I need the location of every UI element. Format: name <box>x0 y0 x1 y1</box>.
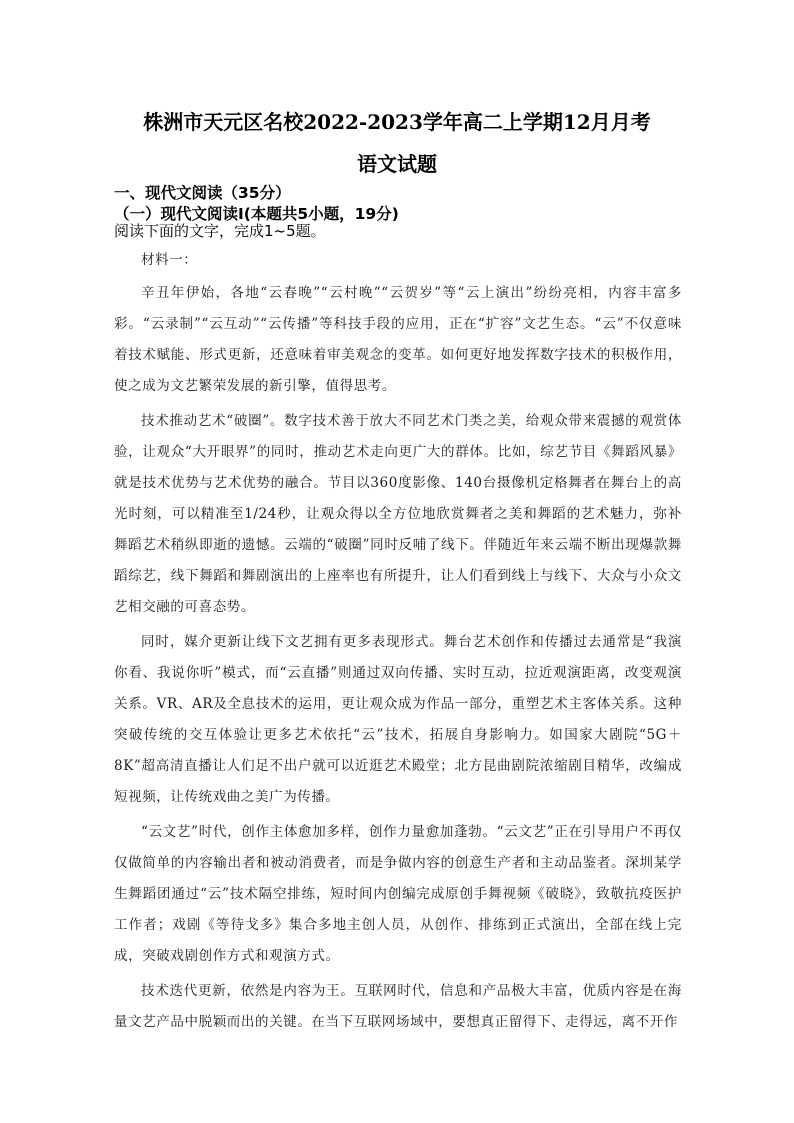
paragraph-5: 技术迭代更新，依然是内容为王。互联网时代，信息和产品极大丰富，优质内容是在海量文艺产品中脱颖而出的关键。在当下互联网场域中，要想真正留得下、走得远，离不开作 <box>114 983 682 1030</box>
paragraph-2: 技术推动艺术“破圈”。数字技术善于放大不同艺术门类之美，给观众带来震撼的观赏体验，让观众“大开眼界”的同时，推动艺术走向更广大的群体。比如，综艺节目《舞蹈风暴》就是技术优势与艺术优势的融合。节目以360度影像、140台摄像机定格舞者在舞台上的高光时刻，可以精准至1/24秒，让观众得以全方位地欣赏舞者之美和舞蹈的艺术魅力，弥补舞蹈艺术稍纵即逝的遗憾。云端的“破圈”同时反哺了线下。伴随近年来云端不断出现爆款舞蹈综艺，线下舞蹈和舞剧演出的上座率也有所提升，让人们看到线上与线下、大众与小众文艺相交融的可喜态势。 <box>114 413 682 615</box>
paragraph-3: 同时，媒介更新让线下文艺拥有更多表现形式。舞台艺术创作和传播过去通常是“我演你看、我说你听”模式，而“云直播”则通过双向传播、实时互动，拉近观演距离，改变观演关系。VR、AR及全息技术的运用，更让观众成为作品一部分，重塑艺术主客体关系。这种突破传统的交互体验让更多艺术依托“云”技术，拓展自身影响力。如国家大剧院“5G＋8K”超高清直播让人们足不出户就可以近逛艺术殿堂；北方昆曲剧院浓缩剧目精华，改编成短视频，让传统戏曲之美广为传播。 <box>114 634 682 805</box>
subsection-heading: （一）现代文阅读Ⅰ(本题共5小题，19分) <box>114 205 399 223</box>
paragraph-1: 辛丑年伊始，各地“云春晚”“云村晚”“云贺岁”等“云上演出”纷纷亮相，内容丰富多彩。“云录制”“云互动”“云传播”等科技手段的应用，正在“扩容”文艺生态。“云”不仅意味着技术赋能、形式更新，还意味着审美观念的变革。如何更好地发挥数字技术的积极作用，使之成为文艺繁荣发展的新引擎，值得思考。 <box>114 285 682 394</box>
document-subtitle: 语文试题 <box>357 152 437 176</box>
instruction-text: 阅读下面的文字，完成1~5题。 <box>114 222 326 240</box>
paragraph-4: “云文艺”时代，创作主体愈加多样，创作力量愈加蓬勃。“云文艺”正在引导用户不再仅仅做简单的内容输出者和被动消费者，而是争做内容的创意生产者和主动品鉴者。深圳某学生舞蹈团通过“云”技术隔空排练，短时间内创编完成原创手舞视频《破晓》，致敬抗疫医护工作者；戏剧《等待戈多》集合多地主创人员，从创作、排练到正式演出，全部在线上完成，突破戏剧创作方式和观演方式。 <box>114 824 682 964</box>
section-heading: 一、现代文阅读（35分） <box>114 184 291 202</box>
passage-body <box>114 245 682 1042</box>
material-label: 材料一： <box>141 252 198 268</box>
document-title: 株洲市天元区名校2022-2023学年高二上学期12月月考 <box>143 110 651 134</box>
